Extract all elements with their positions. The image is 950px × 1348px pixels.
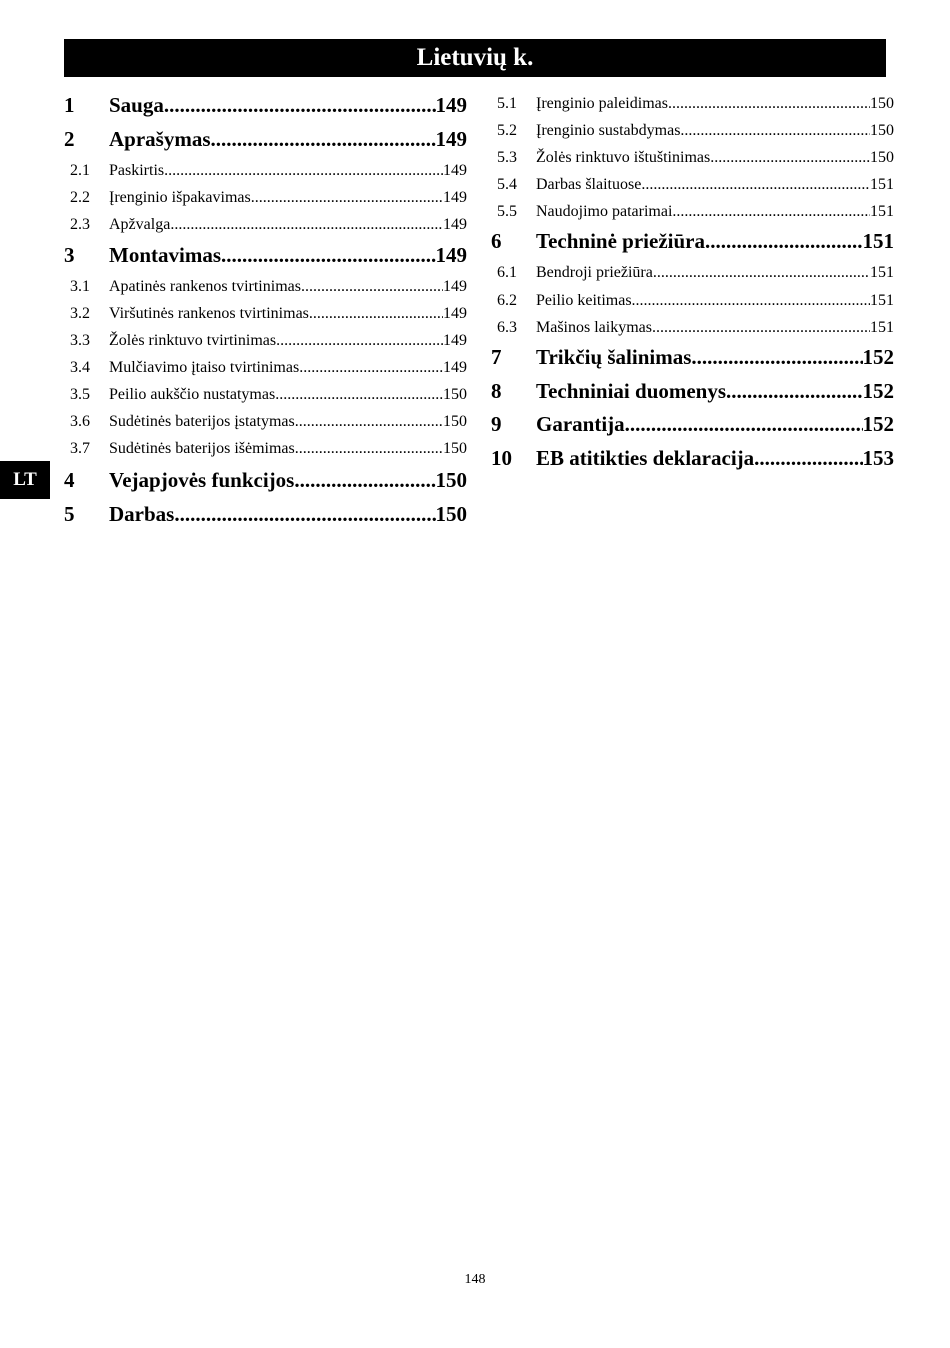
toc-leader-dots <box>299 359 443 377</box>
toc-entry-number: 5.2 <box>497 122 517 139</box>
toc-leader-dots <box>276 332 443 350</box>
toc-entry-number: 1 <box>64 93 75 117</box>
toc-entry-number: 6.3 <box>497 319 517 336</box>
toc-entry-page: 150 <box>443 386 467 403</box>
toc-leader-dots <box>174 502 435 527</box>
toc-leader-dots <box>301 278 443 296</box>
toc-entry-page: 151 <box>870 176 894 193</box>
toc-leader-dots <box>221 243 436 268</box>
toc-subentry[interactable] <box>64 386 467 410</box>
toc-entry-page: 151 <box>862 229 894 253</box>
toc-entry-number: 2.3 <box>70 216 90 233</box>
toc-subentry[interactable] <box>64 440 467 464</box>
toc-subentry[interactable] <box>64 162 467 186</box>
toc-entry-number: 4 <box>64 468 75 492</box>
toc-entry-number: 3.4 <box>70 359 90 376</box>
toc-subentry[interactable] <box>491 95 894 119</box>
page-number: 148 <box>464 1272 486 1287</box>
toc-entry-title: Techninė priežiūra <box>536 229 705 253</box>
toc-leader-dots <box>653 264 870 282</box>
toc-entry-number: 6.2 <box>497 292 517 309</box>
toc-entry-number: 5.5 <box>497 203 517 220</box>
toc-leader-dots <box>672 203 870 221</box>
toc-subentry[interactable] <box>64 278 467 302</box>
toc-entry[interactable] <box>64 468 467 498</box>
toc-subentry[interactable] <box>491 122 894 146</box>
toc-entry-title: Mašinos laikymas <box>536 319 652 336</box>
toc-entry-title: Įrenginio sustabdymas <box>536 122 681 139</box>
toc-leader-dots <box>710 149 870 167</box>
toc-subentry[interactable] <box>491 176 894 200</box>
toc-entry-number: 5 <box>64 502 75 526</box>
toc-entry-page: 150 <box>870 149 894 166</box>
toc-entry-page: 149 <box>435 93 467 117</box>
toc-entry-number: 2.1 <box>70 162 90 179</box>
toc-entry-number: 9 <box>491 412 502 436</box>
toc-entry-page: 152 <box>862 412 894 436</box>
toc-entry-number: 3.2 <box>70 305 90 322</box>
toc-entry-number: 3.6 <box>70 413 90 430</box>
toc-leader-dots <box>295 440 443 458</box>
toc-leader-dots <box>309 305 443 323</box>
toc-entry-title: Montavimas <box>109 243 221 267</box>
toc-leader-dots <box>275 386 443 404</box>
toc-entry-number: 3.5 <box>70 386 90 403</box>
toc-entry-page: 151 <box>870 292 894 309</box>
toc-entry-number: 6.1 <box>497 264 517 281</box>
toc-entry-title: Trikčių šalinimas <box>536 345 692 369</box>
toc-entry-page: 150 <box>443 440 467 457</box>
toc-entry-page: 150 <box>443 413 467 430</box>
toc-entry-number: 5.1 <box>497 95 517 112</box>
toc-entry-title: Įrenginio paleidimas <box>536 95 668 112</box>
toc-entry-title: Mulčiavimo įtaiso tvirtinimas <box>109 359 300 376</box>
toc-entry-page: 151 <box>870 203 894 220</box>
toc-entry-title: Garantija <box>536 412 625 436</box>
toc-entry-page: 149 <box>435 127 467 151</box>
toc-leader-dots <box>632 292 870 310</box>
toc-leader-dots <box>625 412 863 437</box>
page-title: Lietuvių k. <box>64 39 886 77</box>
toc-entry-number: 2.2 <box>70 189 90 206</box>
toc-entry-title: Bendroji priežiūra <box>536 264 653 281</box>
toc-entry-number: 10 <box>491 446 512 470</box>
toc-entry-page: 149 <box>435 243 467 267</box>
toc-leader-dots <box>251 189 443 207</box>
toc-entry[interactable] <box>491 229 894 259</box>
toc-entry[interactable] <box>491 446 894 476</box>
toc-entry-page: 152 <box>862 345 894 369</box>
toc-entry-title: Paskirtis <box>109 162 165 179</box>
toc-subentry[interactable] <box>64 413 467 437</box>
toc-entry-title: Vejapjovės funkcijos <box>109 468 295 492</box>
toc-entry-page: 149 <box>443 359 467 376</box>
toc-entry[interactable] <box>64 502 467 532</box>
toc-leader-dots <box>294 468 435 493</box>
toc-leader-dots <box>211 127 436 152</box>
toc-entry-title: Žolės rinktuvo tvirtinimas <box>109 332 277 349</box>
toc-entry-title: Sauga <box>109 93 164 117</box>
toc-leader-dots <box>164 162 443 180</box>
toc-leader-dots <box>726 379 862 404</box>
toc-entry-page: 149 <box>443 332 467 349</box>
toc-subentry[interactable] <box>491 149 894 173</box>
toc-leader-dots <box>705 229 863 254</box>
toc-leader-dots <box>668 95 870 113</box>
toc-subentry[interactable] <box>64 332 467 356</box>
toc-leader-dots <box>164 93 436 118</box>
toc-leader-dots <box>170 216 443 234</box>
toc-entry-title: Aprašymas <box>109 127 211 151</box>
toc-entry-title: Sudėtinės baterijos išėmimas <box>109 440 295 457</box>
toc-entry[interactable] <box>64 93 467 123</box>
toc-subentry[interactable] <box>491 292 894 316</box>
toc-entry-title: Darbas <box>109 502 175 526</box>
toc-subentry[interactable] <box>491 319 894 343</box>
toc-entry-number: 3.1 <box>70 278 90 295</box>
toc-entry-number: 3.7 <box>70 440 90 457</box>
toc-entry-title: Darbas šlaituose <box>536 176 642 193</box>
toc-entry-number: 6 <box>491 229 502 253</box>
toc-entry-number: 8 <box>491 379 502 403</box>
toc-entry-page: 149 <box>443 162 467 179</box>
toc-entry-title: Techniniai duomenys <box>536 379 727 403</box>
toc-leader-dots <box>680 122 870 140</box>
toc-subentry[interactable] <box>491 203 894 227</box>
toc-entry-title: Peilio keitimas <box>536 292 632 309</box>
toc-entry-page: 150 <box>435 468 467 492</box>
toc-entry-title: Sudėtinės baterijos įstatymas <box>109 413 295 430</box>
toc-subentry[interactable] <box>64 189 467 213</box>
toc-entry-page: 149 <box>443 278 467 295</box>
language-tab: LT <box>0 461 50 499</box>
toc-entry-title: Apatinės rankenos tvirtinimas <box>109 278 301 295</box>
toc-subentry[interactable] <box>491 264 894 288</box>
toc-entry[interactable] <box>491 345 894 375</box>
toc-entry[interactable] <box>491 412 894 442</box>
toc-entry-title: Įrenginio išpakavimas <box>109 189 251 206</box>
toc-leader-dots <box>641 176 870 194</box>
toc-entry-number: 3 <box>64 243 75 267</box>
toc-entry-title: EB atitikties deklaracija <box>536 446 755 470</box>
toc-entry-page: 149 <box>443 216 467 233</box>
toc-leader-dots <box>691 345 862 370</box>
toc-entry-title: Žolės rinktuvo ištuštinimas <box>536 149 711 166</box>
toc-entry-page: 149 <box>443 305 467 322</box>
toc-entry-title: Apžvalga <box>109 216 171 233</box>
toc-entry-page: 152 <box>862 379 894 403</box>
toc-leader-dots <box>652 319 870 337</box>
toc-entry-page: 149 <box>443 189 467 206</box>
toc-entry-title: Naudojimo patarimai <box>536 203 673 220</box>
toc-entry-number: 3.3 <box>70 332 90 349</box>
toc-subentry[interactable] <box>64 359 467 383</box>
toc-entry-title: Peilio aukščio nustatymas <box>109 386 276 403</box>
toc-entry[interactable] <box>491 379 894 409</box>
toc-entry[interactable] <box>64 127 467 157</box>
toc-leader-dots <box>754 446 862 471</box>
toc-entry-page: 150 <box>870 122 894 139</box>
toc-entry[interactable] <box>64 243 467 273</box>
toc-entry-title: Viršutinės rankenos tvirtinimas <box>109 305 309 322</box>
toc-entry-page: 150 <box>435 502 467 526</box>
toc-entry-page: 151 <box>870 264 894 281</box>
toc-entry-page: 153 <box>862 446 894 470</box>
toc-entry-number: 5.3 <box>497 149 517 166</box>
toc-entry-number: 2 <box>64 127 75 151</box>
toc-leader-dots <box>295 413 443 431</box>
toc-entry-page: 150 <box>870 95 894 112</box>
toc-entry-number: 5.4 <box>497 176 517 193</box>
toc-subentry[interactable] <box>64 216 467 240</box>
toc-entry-page: 151 <box>870 319 894 336</box>
toc-subentry[interactable] <box>64 305 467 329</box>
toc-entry-number: 7 <box>491 345 502 369</box>
